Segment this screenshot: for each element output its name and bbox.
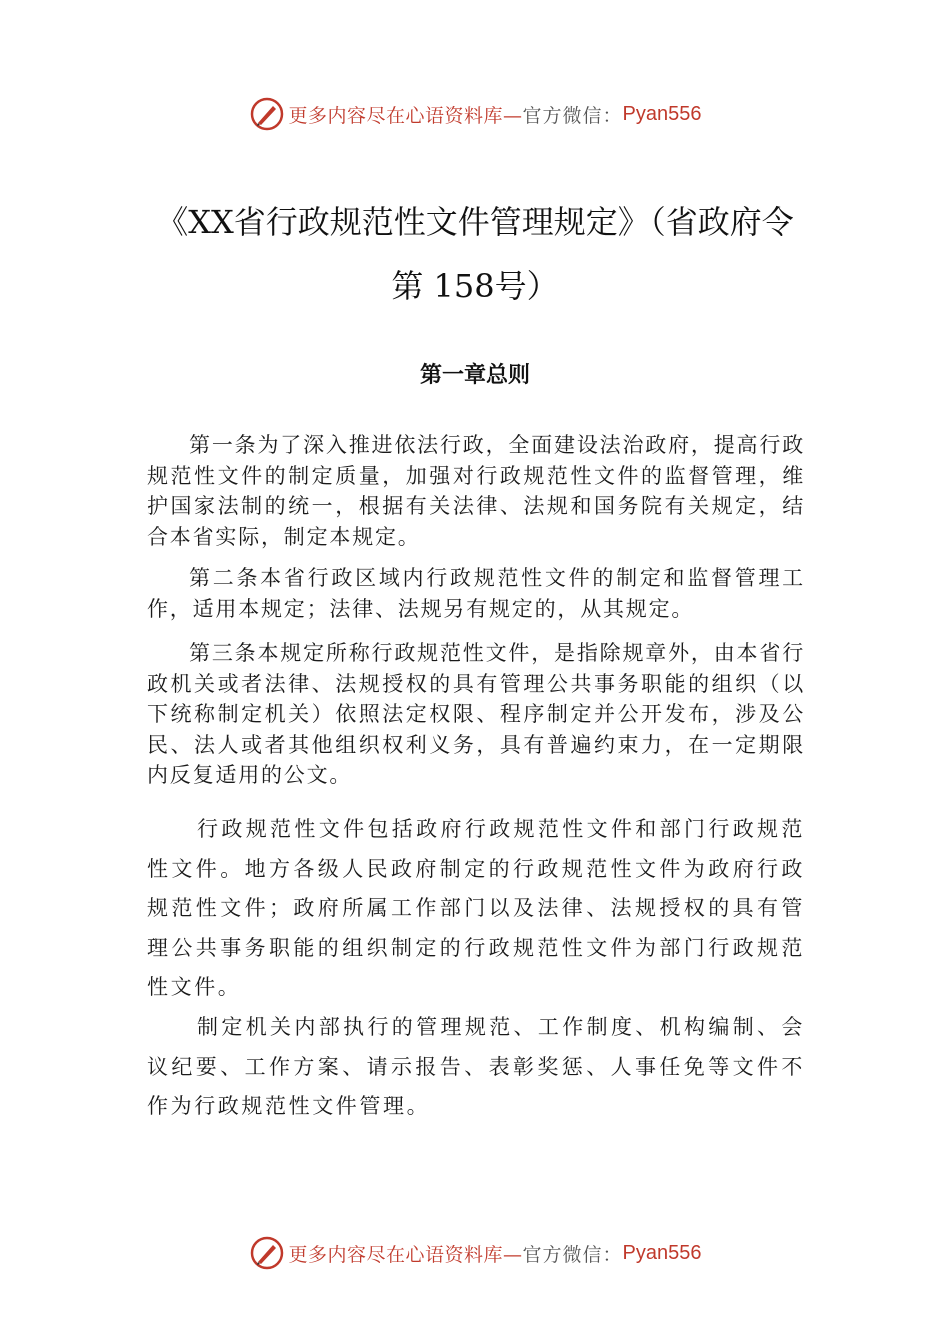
chapter-heading: 第一章总则 <box>419 363 530 388</box>
watermark-main-text: 更多内容尽在心语资料库— <box>288 1243 523 1266</box>
article-3-paragraph: 第三条本规定所称行政规范性文件，是指除规章外，由本省行政机关或者法律、法规授权的具有管理公共事务职能的组织（以下统称制定机关）依照法定权限、程序制定并公开发布，涉及公民、法人或者其他组织权利义务，具有普遍约束力，在一定期限内反复适用的公文。 <box>147 641 805 787</box>
watermark-main-text: 更多内容尽在心语资料库— <box>288 104 523 127</box>
header-watermark <box>0 96 950 132</box>
article-3-exclusion-paragraph: 制定机关内部执行的管理规范、工作制度、机构编制、会议纪要、工作方案、请示报告、表彰奖惩、人事任免等文件不作为行政规范性文件管理。 <box>147 1015 805 1118</box>
watermark-contact-label: 官方微信： <box>522 104 623 127</box>
article-2-paragraph: 第二条本省行政区域内行政规范性文件的制定和监督管理工作，适用本规定；法律、法规另有规定的，从其规定。 <box>147 566 805 621</box>
watermark-wechat-id: Pyan556 <box>622 1241 702 1264</box>
pen-circle-logo-icon <box>249 1235 285 1271</box>
article-1-paragraph: 第一条为了深入推进依法行政，全面建设法治政府，提高行政规范性文件的制定质量，加强对行政规范性文件的监督管理，维护国家法制的统一，根据有关法律、法规和国务院有关规定，结合本省实际，制定本规定。 <box>147 433 805 549</box>
watermark-wechat-id: Pyan556 <box>622 102 702 125</box>
watermark-contact-label: 官方微信： <box>522 1243 623 1266</box>
pen-circle-logo-icon <box>249 96 285 132</box>
article-3-scope-paragraph: 行政规范性文件包括政府行政规范性文件和部门行政规范性文件。地方各级人民政府制定的行政规范性文件为政府行政规范性文件；政府所属工作部门以及法律、法规授权的具有管理公共事务职能的组织制定的行政规范性文件为部门行政规范性文件。 <box>147 817 805 999</box>
footer-watermark <box>0 1235 950 1271</box>
document-title: 《XX省行政规范性文件管理规定》（省政府令第 158号） <box>156 203 794 305</box>
